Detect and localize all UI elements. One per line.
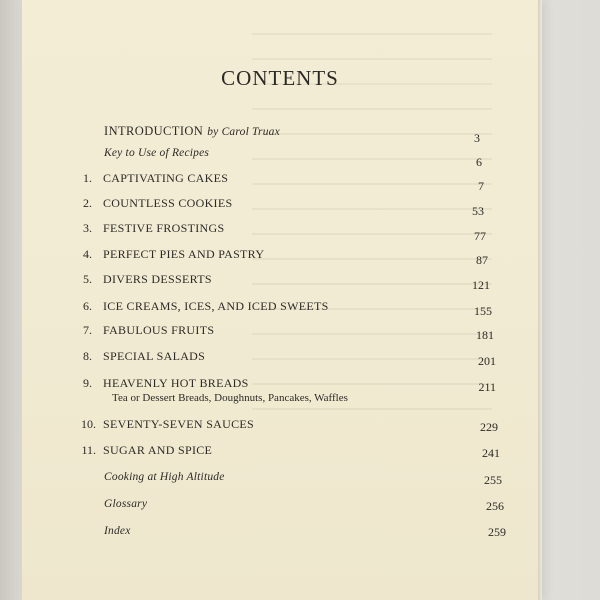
chapter-number: 9. <box>83 376 92 390</box>
contents-heading: CONTENTS <box>221 66 339 90</box>
chapter-number: 1. <box>83 171 92 185</box>
page-number: 7 <box>478 179 484 193</box>
page-number: 155 <box>474 304 492 318</box>
chapter-title: DIVERS DESSERTS <box>103 272 212 286</box>
page-number: 77 <box>474 229 486 243</box>
chapter-title: FABULOUS FRUITS <box>103 323 215 337</box>
chapter-title: SEVENTY-SEVEN SAUCES <box>103 417 255 431</box>
page-number: 3 <box>474 131 480 145</box>
toc-entry-key: Key to Use of Recipes <box>104 147 210 159</box>
chapter-number: 2. <box>83 196 92 210</box>
introduction-author: by Carol Truax <box>207 126 280 138</box>
page-number: 211 <box>478 380 496 394</box>
page-number: 121 <box>472 278 490 292</box>
page-number: 53 <box>472 204 484 218</box>
toc-entry-introduction <box>104 122 280 140</box>
toc-entry-high-altitude: Cooking at High Altitude <box>104 471 225 483</box>
introduction-label: INTRODUCTION <box>104 124 204 138</box>
chapter-number: 3. <box>83 221 92 235</box>
page-number: 181 <box>476 328 494 342</box>
chapter-subtitle: Tea or Dessert Breads, Doughnuts, Pancakes, Waffles <box>112 392 348 404</box>
chapter-number: 8. <box>83 349 92 363</box>
page-number: 87 <box>476 253 488 267</box>
toc-entry-glossary: Glossary <box>104 498 148 510</box>
chapter-title: ICE CREAMS, ICES, AND ICED SWEETS <box>103 299 329 313</box>
chapter-title: HEAVENLY HOT BREADS <box>103 376 249 390</box>
page-number: 241 <box>482 446 500 460</box>
chapter-number: 10. <box>81 417 96 431</box>
page-number: 256 <box>486 499 504 513</box>
page-number: 201 <box>478 354 496 368</box>
chapter-number: 11. <box>81 443 96 457</box>
chapter-number: 6. <box>83 299 92 313</box>
page-number: 259 <box>488 525 506 539</box>
chapter-title: PERFECT PIES AND PASTRY <box>103 247 265 261</box>
chapter-title: SPECIAL SALADS <box>103 349 206 363</box>
toc-entry-index: Index <box>104 525 131 537</box>
page-number: 6 <box>476 155 482 169</box>
chapter-number: 4. <box>83 247 92 261</box>
chapter-number: 7. <box>83 323 92 337</box>
page-number: 255 <box>484 473 502 487</box>
chapter-title: CAPTIVATING CAKES <box>103 171 229 185</box>
chapter-title: COUNTLESS COOKIES <box>103 196 233 210</box>
chapter-number: 5. <box>83 272 92 286</box>
chapter-title: FESTIVE FROSTINGS <box>103 221 225 235</box>
chapter-title: SUGAR AND SPICE <box>103 443 213 457</box>
page-number: 229 <box>480 420 498 434</box>
